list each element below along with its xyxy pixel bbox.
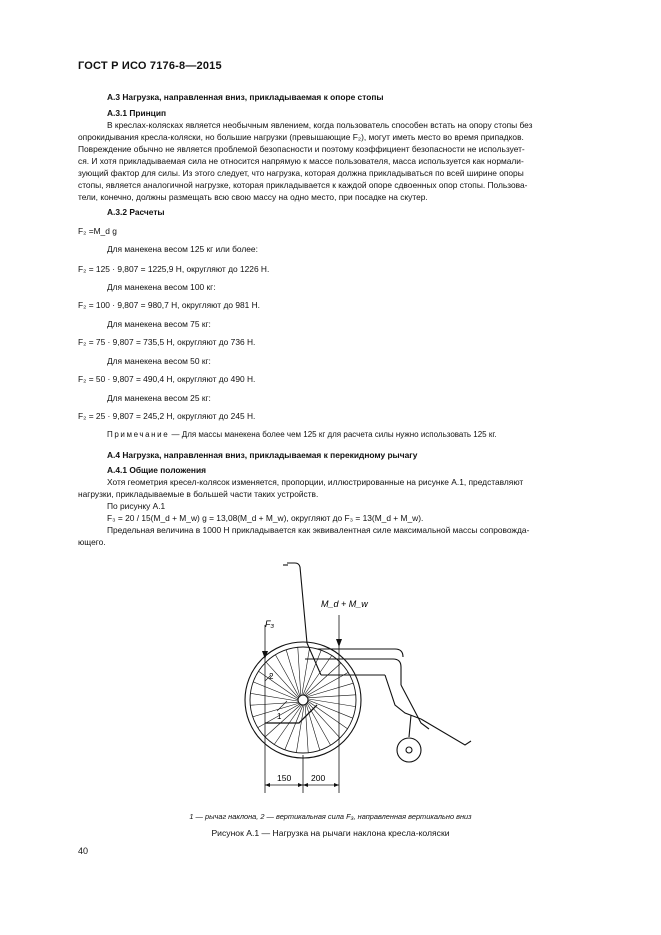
figure-legend: 1 — рычаг наклона, 2 — вертикальная сила F₃, направленная вертикально вниз (189, 812, 472, 821)
calc-label: Для манекена весом 75 кг: (107, 319, 211, 329)
wheel-spoke (306, 672, 348, 696)
section-a3-1-title: А.3.1 Принцип (107, 108, 167, 118)
section-a3-title: А.3 Нагрузка, направленная вниз, прикладываемая к опоре стопы (107, 92, 384, 102)
mass-label: M_d + M_w (321, 599, 368, 609)
paragraph-line: ся. И хотя прикладываемая сила не относится напрямую к массе пользователя, масса используется как нормали- (78, 156, 524, 166)
wheel-spoke (250, 702, 298, 705)
front-frame (401, 685, 429, 729)
callout-1: 1 (277, 712, 282, 721)
wheel-spoke (308, 695, 356, 698)
paragraph-line: Предельная величина в 1000 Н прикладывается как эквивалентная силе максимальной массы сопровожда- (107, 525, 530, 535)
figure-reference: По рисунку А.1 (107, 501, 166, 511)
calc-equation: F₂ = 100 · 9,807 = 980,7 Н, округляют до 981 Н. (78, 300, 260, 310)
note-text: — Для массы манекена более чем 125 кг для расчета силы нужно использовать 125 кг. (171, 430, 497, 439)
wheel-spoke (306, 704, 320, 750)
note-label: Примечание (107, 430, 170, 439)
wheel-spoke (307, 703, 331, 745)
calc-equation: F₂ = 50 · 9,807 = 490,4 Н, округляют до 490 Н. (78, 374, 256, 384)
formula-f2: F₂ =M_d g (78, 226, 117, 236)
paragraph-line: стопы, является аналогичной нагрузке, которая прикладывается к каждой опоре сдвоенных опор стопы. Пользова- (78, 180, 528, 190)
figure-caption: Рисунок А.1 — Нагрузка на рычаги наклона кресла-коляски (211, 828, 450, 838)
paragraph-line: ющего. (78, 537, 106, 547)
calc-label: Для манекена весом 125 кг или более: (107, 244, 258, 254)
section-a4-title: А.4 Нагрузка, направленная вниз, прикладываемая к перекидному рычагу (107, 450, 418, 460)
footrest (421, 719, 471, 745)
wheel-spoke (305, 705, 308, 753)
paragraph-line: Хотя геометрия кресел-колясок изменяется, пропорции, иллюстрированные на рисунке А.1, представляют (107, 477, 524, 487)
paragraph-line: Повреждение обычно не является проблемой безопасности и поэтому коэффициент безопасности не использует- (78, 144, 525, 154)
paragraph-line: В креслах-колясках является необычным явлением, когда пользователь способен встать на опору стопы без (107, 120, 533, 130)
paragraph-line: тели, конечно, должны размещать всю свою массу на одно место, при посадке на скутер. (78, 192, 428, 202)
wheel-spoke (307, 683, 353, 697)
calc-label: Для манекена весом 100 кг: (107, 282, 216, 292)
calc-label: Для манекена весом 50 кг: (107, 356, 211, 366)
wheel-spoke (253, 703, 299, 717)
wheel-spoke (286, 650, 300, 696)
paragraph-line: нагрузки, прикладываемые в большей части таких устройств. (78, 489, 319, 499)
page-number: 40 (78, 846, 89, 856)
callout-2: 2 (269, 672, 274, 681)
paragraph-line: зующий фактор для силы. Из этого следует, что нагрузка, которая должна прикладываться по всей ширине опоры (78, 168, 524, 178)
front-caster (397, 738, 421, 762)
wheel-spoke (298, 647, 301, 695)
calc-equation: F₂ = 75 · 9,807 = 735,5 Н, округляют до 736 Н. (78, 337, 256, 347)
calc-equation: F₂ = 25 · 9,807 = 245,2 Н, округляют до 245 Н. (78, 411, 256, 421)
equation-f3: F₃ = 20 / 15(M_d + M_w) g = 13,08(M_d + M_w), округляют до F₃ = 13(M_d + M_w). (107, 513, 424, 523)
paragraph-line: опрокидывания кресла-коляски, но большие нагрузки (превышающие F₂), могут иметь место во время припадков. (78, 132, 524, 142)
wheelchair-figure (225, 555, 485, 805)
note (107, 430, 497, 440)
document-header: ГОСТ Р ИСО 7176-8—2015 (78, 60, 222, 72)
calc-equation: F₂ = 125 · 9,807 = 1225,9 Н, округляют до 1226 Н. (78, 264, 270, 274)
dimension-200: 200 (311, 773, 326, 783)
backrest-tube (287, 563, 321, 675)
dimension-150: 150 (277, 773, 292, 783)
force-label: F₃ (265, 619, 275, 629)
wheel-spoke (275, 655, 299, 697)
calc-label: Для манекена весом 25 кг: (107, 393, 211, 403)
section-a4-1-title: А.4.1 Общие положения (107, 465, 206, 475)
section-a3-2-title: А.3.2 Расчеты (107, 207, 165, 217)
